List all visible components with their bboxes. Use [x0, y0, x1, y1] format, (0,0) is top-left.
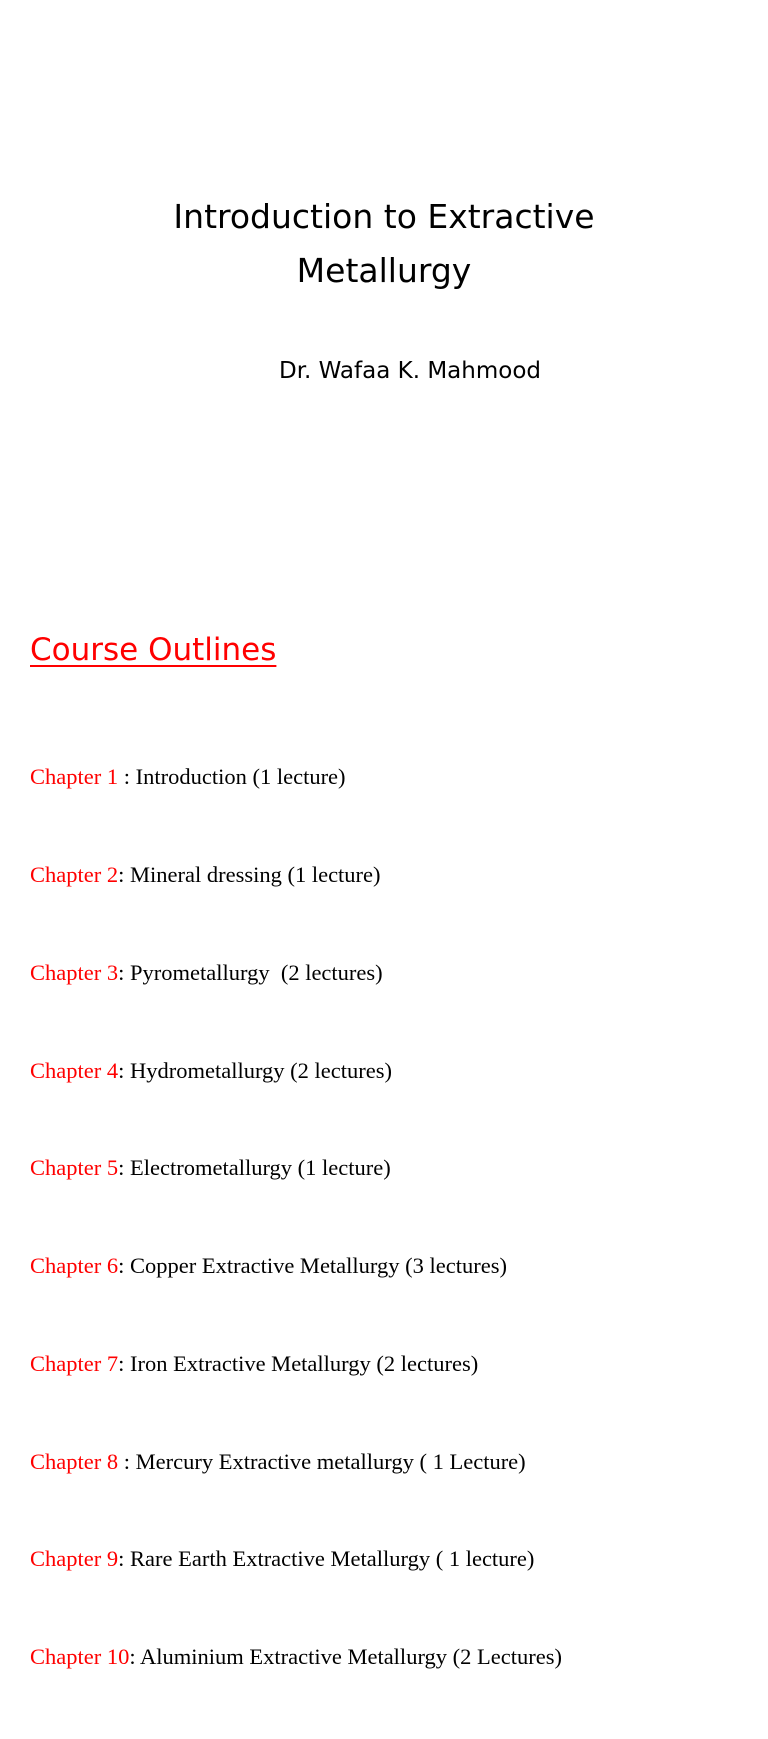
author-name: Dr. Wafaa K. Mahmood: [278, 358, 541, 384]
chapter-description: Mineral dressing (1 lecture): [130, 861, 381, 887]
chapter-item-3: [30, 957, 562, 990]
chapter-label: Chapter 7: [30, 1350, 119, 1376]
chapter-description: Copper Extractive Metallurgy (3 lectures): [130, 1253, 507, 1279]
chapter-separator: :: [118, 1253, 130, 1279]
chapter-separator: :: [129, 1644, 140, 1670]
chapter-separator: :: [118, 1057, 130, 1083]
chapter-label: Chapter 2: [30, 861, 119, 887]
course-outline-heading: Course Outlines: [30, 632, 277, 668]
chapter-separator: :: [118, 1448, 136, 1474]
chapter-label: Chapter 4: [30, 1057, 119, 1083]
chapter-description: Aluminium Extractive Metallurgy (2 Lectures): [140, 1644, 562, 1670]
chapter-label: Chapter 5: [30, 1155, 119, 1181]
chapter-description: Introduction (1 lecture): [135, 764, 346, 790]
chapter-item-1: [30, 761, 562, 794]
chapter-description: Rare Earth Extractive Metallurgy ( 1 lecture): [130, 1546, 535, 1572]
chapter-label: Chapter 9: [30, 1546, 119, 1572]
slide-title: [0, 190, 768, 298]
chapter-label: Chapter 10: [30, 1644, 130, 1670]
chapter-item-6: [30, 1250, 562, 1283]
chapter-description: Pyrometallurgy (2 lectures): [130, 959, 383, 985]
chapter-separator: :: [118, 764, 136, 790]
chapter-description: Electrometallurgy (1 lecture): [130, 1155, 391, 1181]
chapter-item-5: [30, 1152, 562, 1185]
chapter-label: Chapter 1: [30, 764, 119, 790]
chapter-description: Mercury Extractive metallurgy ( 1 Lecture): [135, 1448, 526, 1474]
chapter-separator: :: [118, 861, 130, 887]
chapter-item-8: [30, 1446, 562, 1479]
slide-title-line-1: Introduction to Extractive: [173, 197, 595, 236]
course-outline-slide: [0, 576, 768, 1670]
chapter-list: [30, 696, 562, 1739]
chapter-separator: :: [118, 959, 130, 985]
chapter-item-9: [30, 1543, 562, 1576]
title-slide: [0, 0, 768, 576]
chapter-item-7: [30, 1348, 562, 1381]
chapter-label: Chapter 6: [30, 1253, 119, 1279]
chapter-separator: :: [118, 1546, 130, 1572]
chapter-item-2: [30, 859, 562, 892]
chapter-description: Hydrometallurgy (2 lectures): [130, 1057, 393, 1083]
slide-title-line-2: Metallurgy: [296, 251, 472, 290]
chapter-item-4: [30, 1055, 562, 1088]
chapter-label: Chapter 8: [30, 1448, 119, 1474]
chapter-separator: :: [118, 1155, 130, 1181]
chapter-separator: :: [118, 1350, 130, 1376]
chapter-label: Chapter 3: [30, 959, 119, 985]
chapter-item-10: [30, 1641, 562, 1674]
chapter-description: Iron Extractive Metallurgy (2 lectures): [130, 1350, 479, 1376]
